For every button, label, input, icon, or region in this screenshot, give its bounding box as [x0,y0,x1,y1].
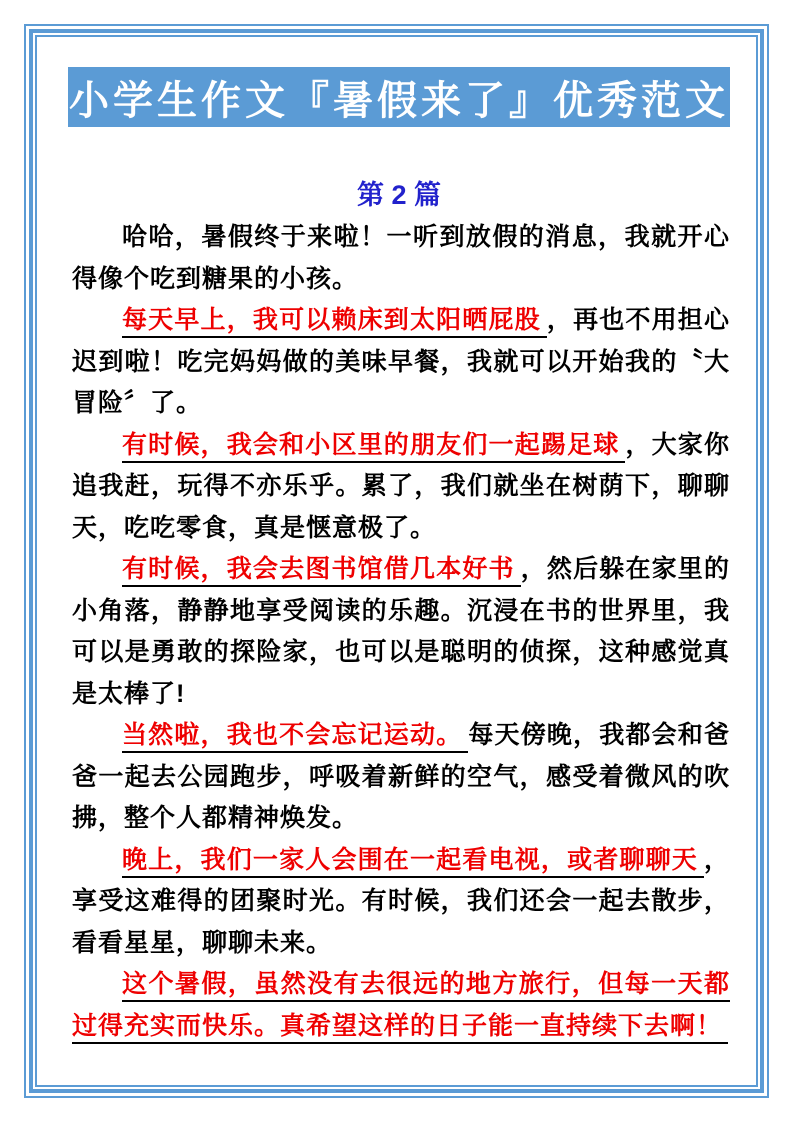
essay-number-heading: 第 2 篇 [356,180,442,210]
body-text: ，大家你追我赶，玩得不亦乐乎。累了，我们就坐在树荫下，聊聊天，吃吃零食，真是惬意极了。 [72,430,730,542]
highlighted-text: 有时候，我会和小区里的朋友们一起踢足球 [122,431,625,463]
essay-paragraph [72,964,730,1047]
highlighted-text: 有时候，我会去图书馆借几本好书 [122,555,521,587]
body-text: 哈哈，暑假终于来啦！一听到放假的消息，我就开心得像个吃到糖果的小孩。 [72,223,730,293]
essay-paragraph [72,715,730,840]
highlighted-text: 当然啦，我也不会忘记运动。 [122,721,468,753]
essay-paragraph [72,300,730,425]
essay-paragraph [72,425,730,550]
title-banner [68,67,730,127]
essay-paragraph [72,549,730,715]
essay-body [68,217,730,1047]
body-text: 每天傍晚，我都会和爸爸一起去公园跑步，呼吸着新鲜的空气，感受着微风的吹拂，整个人都精神焕发。 [72,721,730,832]
essay-paragraph [72,840,730,965]
highlighted-text: 晚上，我们一家人会围在一起看电视，或者聊聊天 [122,846,704,878]
page-content [68,67,730,1047]
body-text: ，再也不用担心迟到啦！吃完妈妈做的美味早餐，我就可以开始我的〝大冒险〞了。 [72,306,730,417]
essay-paragraph [72,217,730,300]
body-text: ，享受这难得的团聚时光。有时候，我们还会一起去散步，看看星星，聊聊未来。 [72,845,730,957]
body-text: ，然后躲在家里的小角落，静静地享受阅读的乐趣。沉浸在书的世界里，我可以是勇敢的探险家，也可以是聪明的侦探，这种感觉真是太棒了! [72,555,730,708]
highlighted-text: 每天早上，我可以赖床到太阳晒屁股 [122,306,547,338]
document-title: 小学生作文『暑假来了』优秀范文 [69,77,729,123]
highlighted-text: 这个暑假，虽然没有去很远的地方旅行，但每一天都过得充实而快乐。真希望这样的日子能一直持续下去啊！ [72,970,730,1044]
